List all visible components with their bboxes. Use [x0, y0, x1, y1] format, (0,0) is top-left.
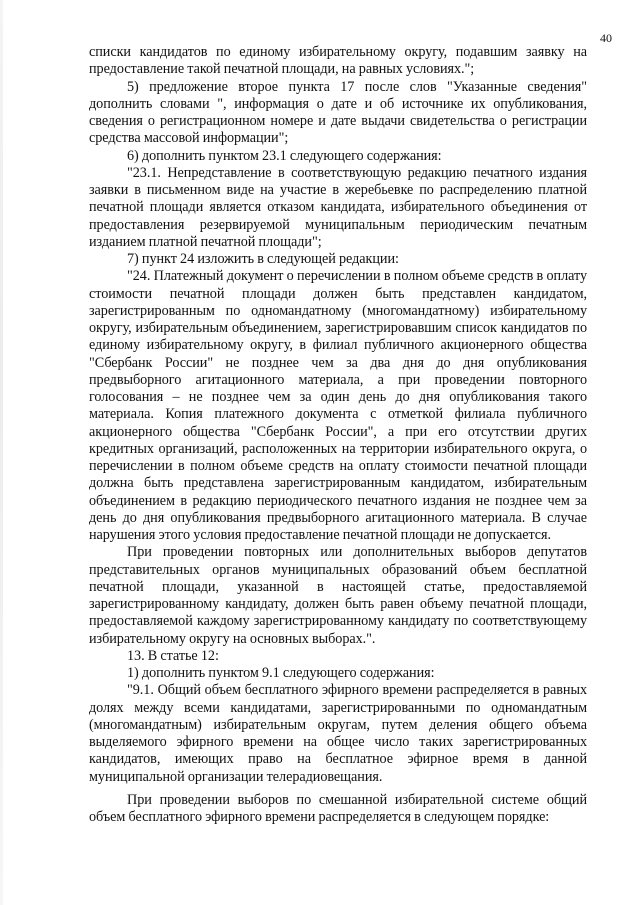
- paragraph-repeat-elections: При проведении повторных или дополнительных выборов депутатов представительных органов муниципальных образований объем бесплатной печатной площади, указанной в настоящей статье, предоставляемой зарегистрированному кандидату, должен быть равен объему печатной площади, предоставляемой каждому зарегистрированному кандидату по соответствующему избирательному округу на основных выборах.".: [89, 544, 587, 647]
- paragraph-clause-23-1: "23.1. Непредставление в соответствующую редакцию печатного издания заявки в письменном виде на участие в жеребьевке по распределению платной печатной площади является отказом кандидата, избирательного объединения от предоставления резервируемой муниципальным периодическим печатным изданием платной печатной площади";: [89, 164, 587, 250]
- paragraph-clause-9-1: "9.1. Общий объем бесплатного эфирного времени распределяется в равных долях между всеми кандидатами, зарегистрированными по одномандатным (многомандатным) избирательным округам, путем деления общего объема выделяемого эфирного времени на общее число таких зарегистрированных кандидатов, имеющих право на бесплатное эфирное время в данной муниципальной организации телерадиовещания.: [89, 682, 587, 785]
- paragraph-item-6: 6) дополнить пунктом 23.1 следующего содержания:: [127, 147, 442, 164]
- paragraph-clause-24: "24. Платежный документ о перечислении в полном объеме средств в оплату стоимости печатной площади должен быть представлен кандидатом, зарегистрированным по одномандатному (многомандатному) избирательному округу, избирательным объединением, зарегистрировавшим список кандидатов по единому избирательному округу, в филиал публичного акционерного общества "Сбербанк России" не позднее чем за два дня до дня опубликования предвыборного агитационного материала, а при проведении повторного голосования – не позднее чем за один день до дня опубликования такого материала. Копия платежного документа с отметкой филиала публичного акционерного общества "Сбербанк России", а при его отсутствии других кредитных организаций, расположенных на территории избирательного округа, о перечислении в полном объеме средств на оплату стоимости печатной площади должна быть представлена зарегистрированным кандидатом, избирательным объединением в редакцию периодического печатного издания не позднее чем за день до дня опубликования предвыборного агитационного материала. В случае нарушения этого условия предоставление печатной площади не допускается.: [89, 268, 587, 543]
- paragraph-item-1: 1) дополнить пунктом 9.1 следующего содержания:: [127, 665, 435, 681]
- paragraph-continuation: списки кандидатов по единому избирательному округу, подавшим заявку на предоставление такой печатной площади, на равных условиях.";: [89, 44, 587, 78]
- paragraph-item-5: 5) предложение второе пункта 17 после слов "Указанные сведения" дополнить словами ", информация о дате и об источнике их опубликования, сведения о регистрационном номере и дате выдачи свидетельства о регистрации средства массовой информации";: [89, 78, 587, 147]
- document-body: [89, 44, 587, 826]
- page-number: 40: [600, 31, 612, 45]
- paragraph-mixed-system: При проведении выборов по смешанной избирательной системе общий объем бесплатного эфирного времени распределяется в следующем порядке:: [89, 791, 587, 825]
- paragraph-item-7: 7) пункт 24 изложить в следующей редакции:: [127, 251, 399, 267]
- scan-edge: [0, 0, 3, 905]
- paragraph-article-12: 13. В статье 12:: [127, 647, 219, 664]
